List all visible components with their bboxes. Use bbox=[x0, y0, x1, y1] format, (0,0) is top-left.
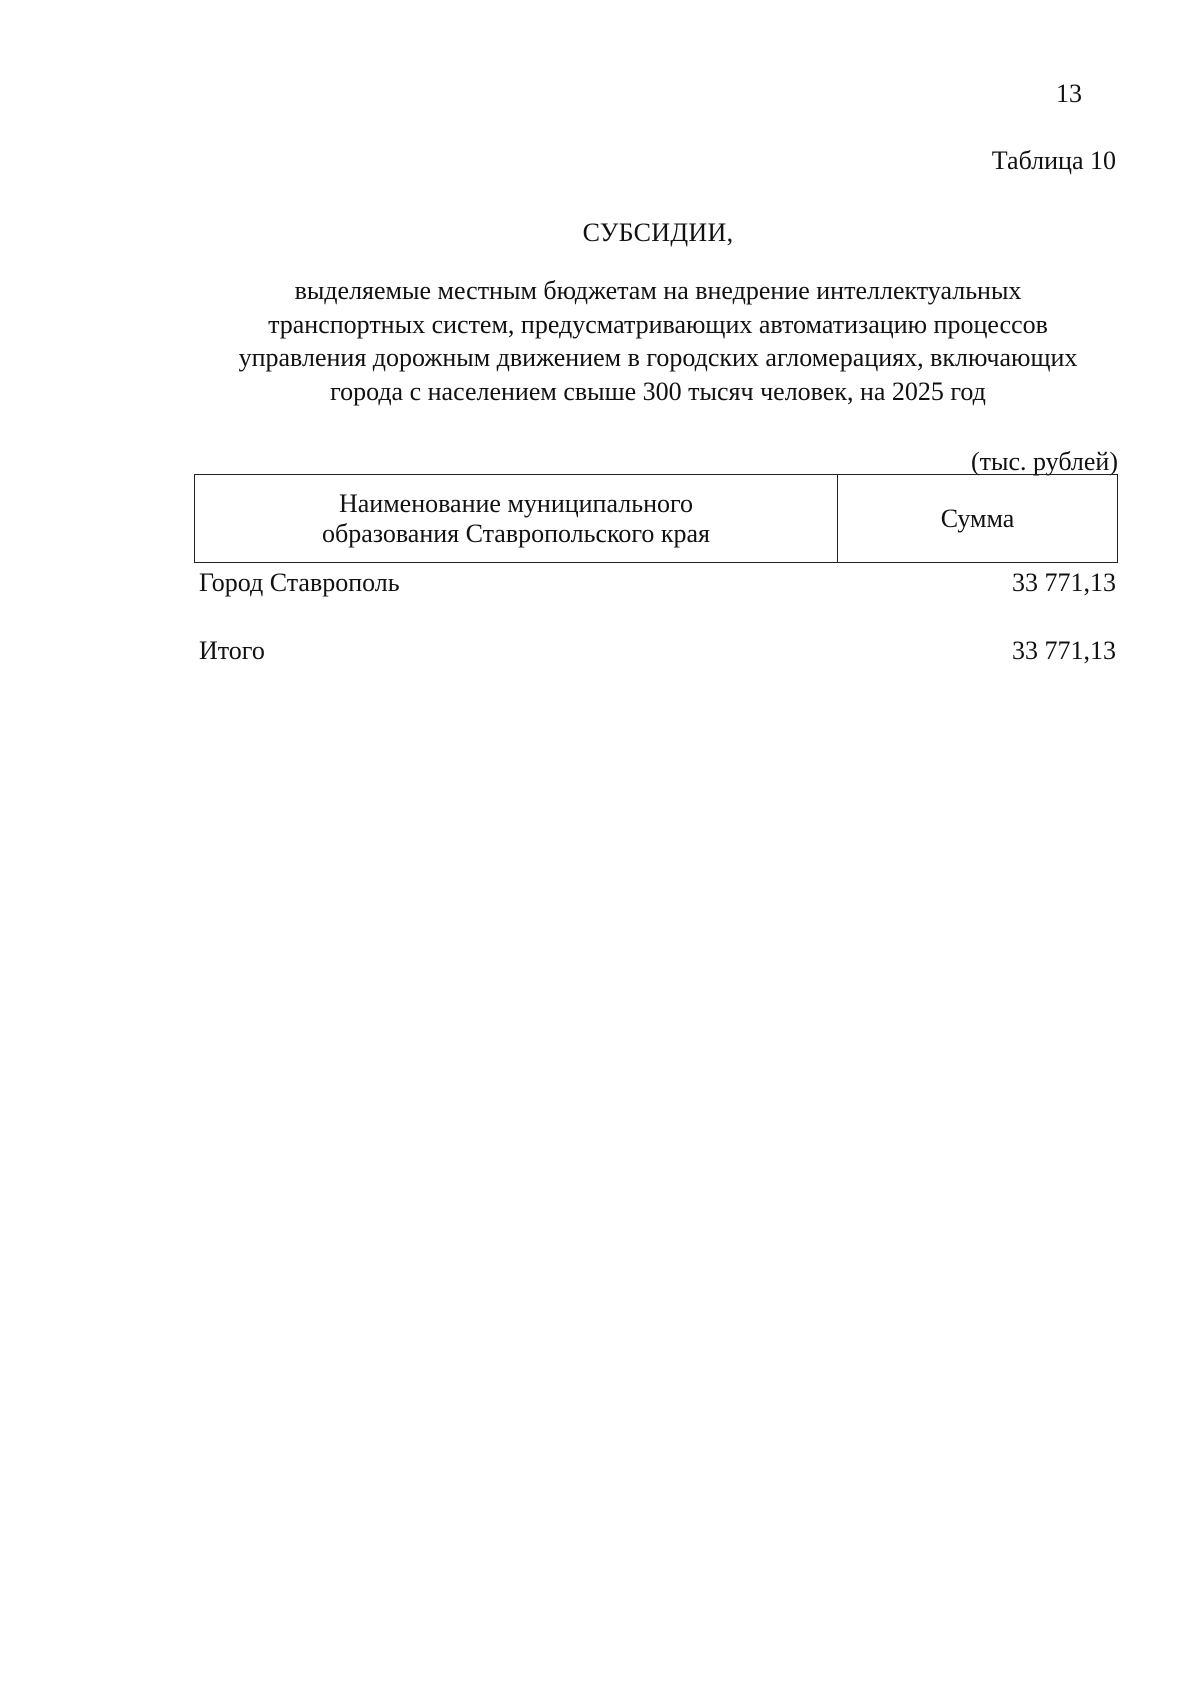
page-number: 13 bbox=[1056, 79, 1082, 108]
column-header-sum: Сумма bbox=[940, 503, 1015, 533]
total-amount: 33 771,13 bbox=[1012, 636, 1116, 665]
column-header-municipality bbox=[195, 475, 838, 562]
document-subtitle bbox=[190, 274, 1126, 408]
subtitle-line: выделяемые местным бюджетам на внедрение интеллектуальных bbox=[294, 276, 1022, 305]
row-name: Город Ставрополь bbox=[199, 568, 400, 597]
total-label: Итого bbox=[199, 636, 265, 665]
row-amount: 33 771,13 bbox=[1012, 568, 1116, 597]
subtitle-line: управления дорожным движением в городских агломерациях, включающих bbox=[238, 343, 1078, 372]
column-header-line: образования Ставропольского края bbox=[321, 518, 711, 548]
column-header-line: Наименование муниципального bbox=[338, 488, 694, 518]
total-row bbox=[199, 636, 1116, 666]
table-row bbox=[199, 568, 1116, 598]
units-label: (тыс. рублей) bbox=[970, 447, 1118, 476]
table-header bbox=[194, 474, 1118, 563]
subtitle-line: транспортных систем, предусматривающих автоматизацию процессов bbox=[268, 309, 1048, 339]
document-title: СУБСИДИИ, bbox=[582, 218, 734, 247]
table-label: Таблица 10 bbox=[991, 146, 1116, 175]
subtitle-line: города с населением свыше 300 тысяч человек, на 2025 год bbox=[330, 376, 986, 406]
